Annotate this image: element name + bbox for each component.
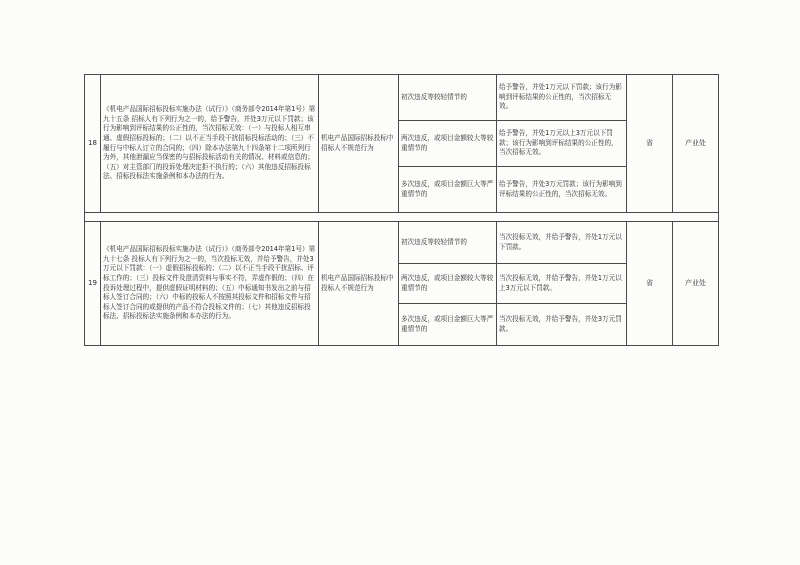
- penalty-cell: 给予警告，并处1万元以上3万元以下罚款；该行为影响到评标结果的公正性的，当次招标无效。: [497, 121, 627, 167]
- violation-behavior-cell: 机电产品国际招标投标中招标人不规范行为: [319, 75, 399, 213]
- department-cell: 产业处: [673, 75, 719, 213]
- table-row: [85, 222, 719, 264]
- circumstance-cell: 初次违反等较轻情节的: [399, 222, 497, 264]
- row-separator: [85, 213, 719, 222]
- circumstance-cell: 初次违反等较轻情节的: [399, 75, 497, 121]
- circumstance-cell: 多次违反，或项目金额巨大等严重情节的: [399, 167, 497, 213]
- department-cell: 产业处: [673, 222, 719, 346]
- table-row: [85, 75, 719, 121]
- penalty-cell: 给予警告，并处1万元以下罚款；该行为影响到评标结果的公正性的，当次招标无效。: [497, 75, 627, 121]
- enforcement-level-cell: 省: [627, 222, 673, 346]
- penalty-cell: 当次投标无效，并给予警告，并处3万元罚款。: [497, 304, 627, 346]
- legal-basis-cell: 《机电产品国际招标投标实施办法（试行）》（商务部令2014年第1号）第九十七条 投标人有下列行为之一的，当次投标无效，并给予警告，并处3万元以下罚款：（一）虚假招标投标的；（二）以不正当手段干扰招标、评标工作的；（三）投标文件及澄清资料与事实不符，弄虚作假的；（四）在投诉处理过程中，提供虚假证明材料的；（五）中标通知书发出之前与招标人签订合同的；（六）中标的投标人不按照其投标文件和招标文件与招标人签订合同的或提供的产品不符合投标文件的；（七）其他违反招标投标法、招标投标法实施条例和本办法的行为。: [101, 222, 319, 346]
- item-number: 19: [85, 222, 101, 346]
- enforcement-level-cell: 省: [627, 75, 673, 213]
- circumstance-cell: 两次违反，或项目金额较大等较重情节的: [399, 264, 497, 304]
- legal-basis-cell: 《机电产品国际招标投标实施办法（试行）》（商务部令2014年第1号）第九十五条 招标人有下列行为之一的，给予警告，并处3万元以下罚款；该行为影响到评标结果的公正性的，当次招标无效：（一）与投标人相互串通、虚假招标投标的；（二）以不正当手段干扰招标投标活动的；（三）不履行与中标人订立的合同的；（四）除本办法第九十四条第十二项所列行为外，其他泄漏应当保密的与招标投标活动有关的情况、材料或信息的；（五）对主管部门的投诉处理决定拒不执行的；（六）其他违反招标投标法、招标投标法实施条例和本办法的行为。: [101, 75, 319, 213]
- penalty-cell: 当次投标无效，并给予警告，并处1万元以下罚款。: [497, 222, 627, 264]
- penalty-cell: 当次投标无效，并给予警告，并处1万元以上3万元以下罚款。: [497, 264, 627, 304]
- penalty-cell: 给予警告，并处3万元罚款；该行为影响到评标结果的公正性的，当次招标无效。: [497, 167, 627, 213]
- penalty-standards-table: [84, 74, 719, 346]
- circumstance-cell: 多次违反，或项目金额巨大等严重情节的: [399, 304, 497, 346]
- circumstance-cell: 两次违反，或项目金额较大等较重情节的: [399, 121, 497, 167]
- violation-behavior-cell: 机电产品国际招标投标中投标人不规范行为: [319, 222, 399, 346]
- item-number: 18: [85, 75, 101, 213]
